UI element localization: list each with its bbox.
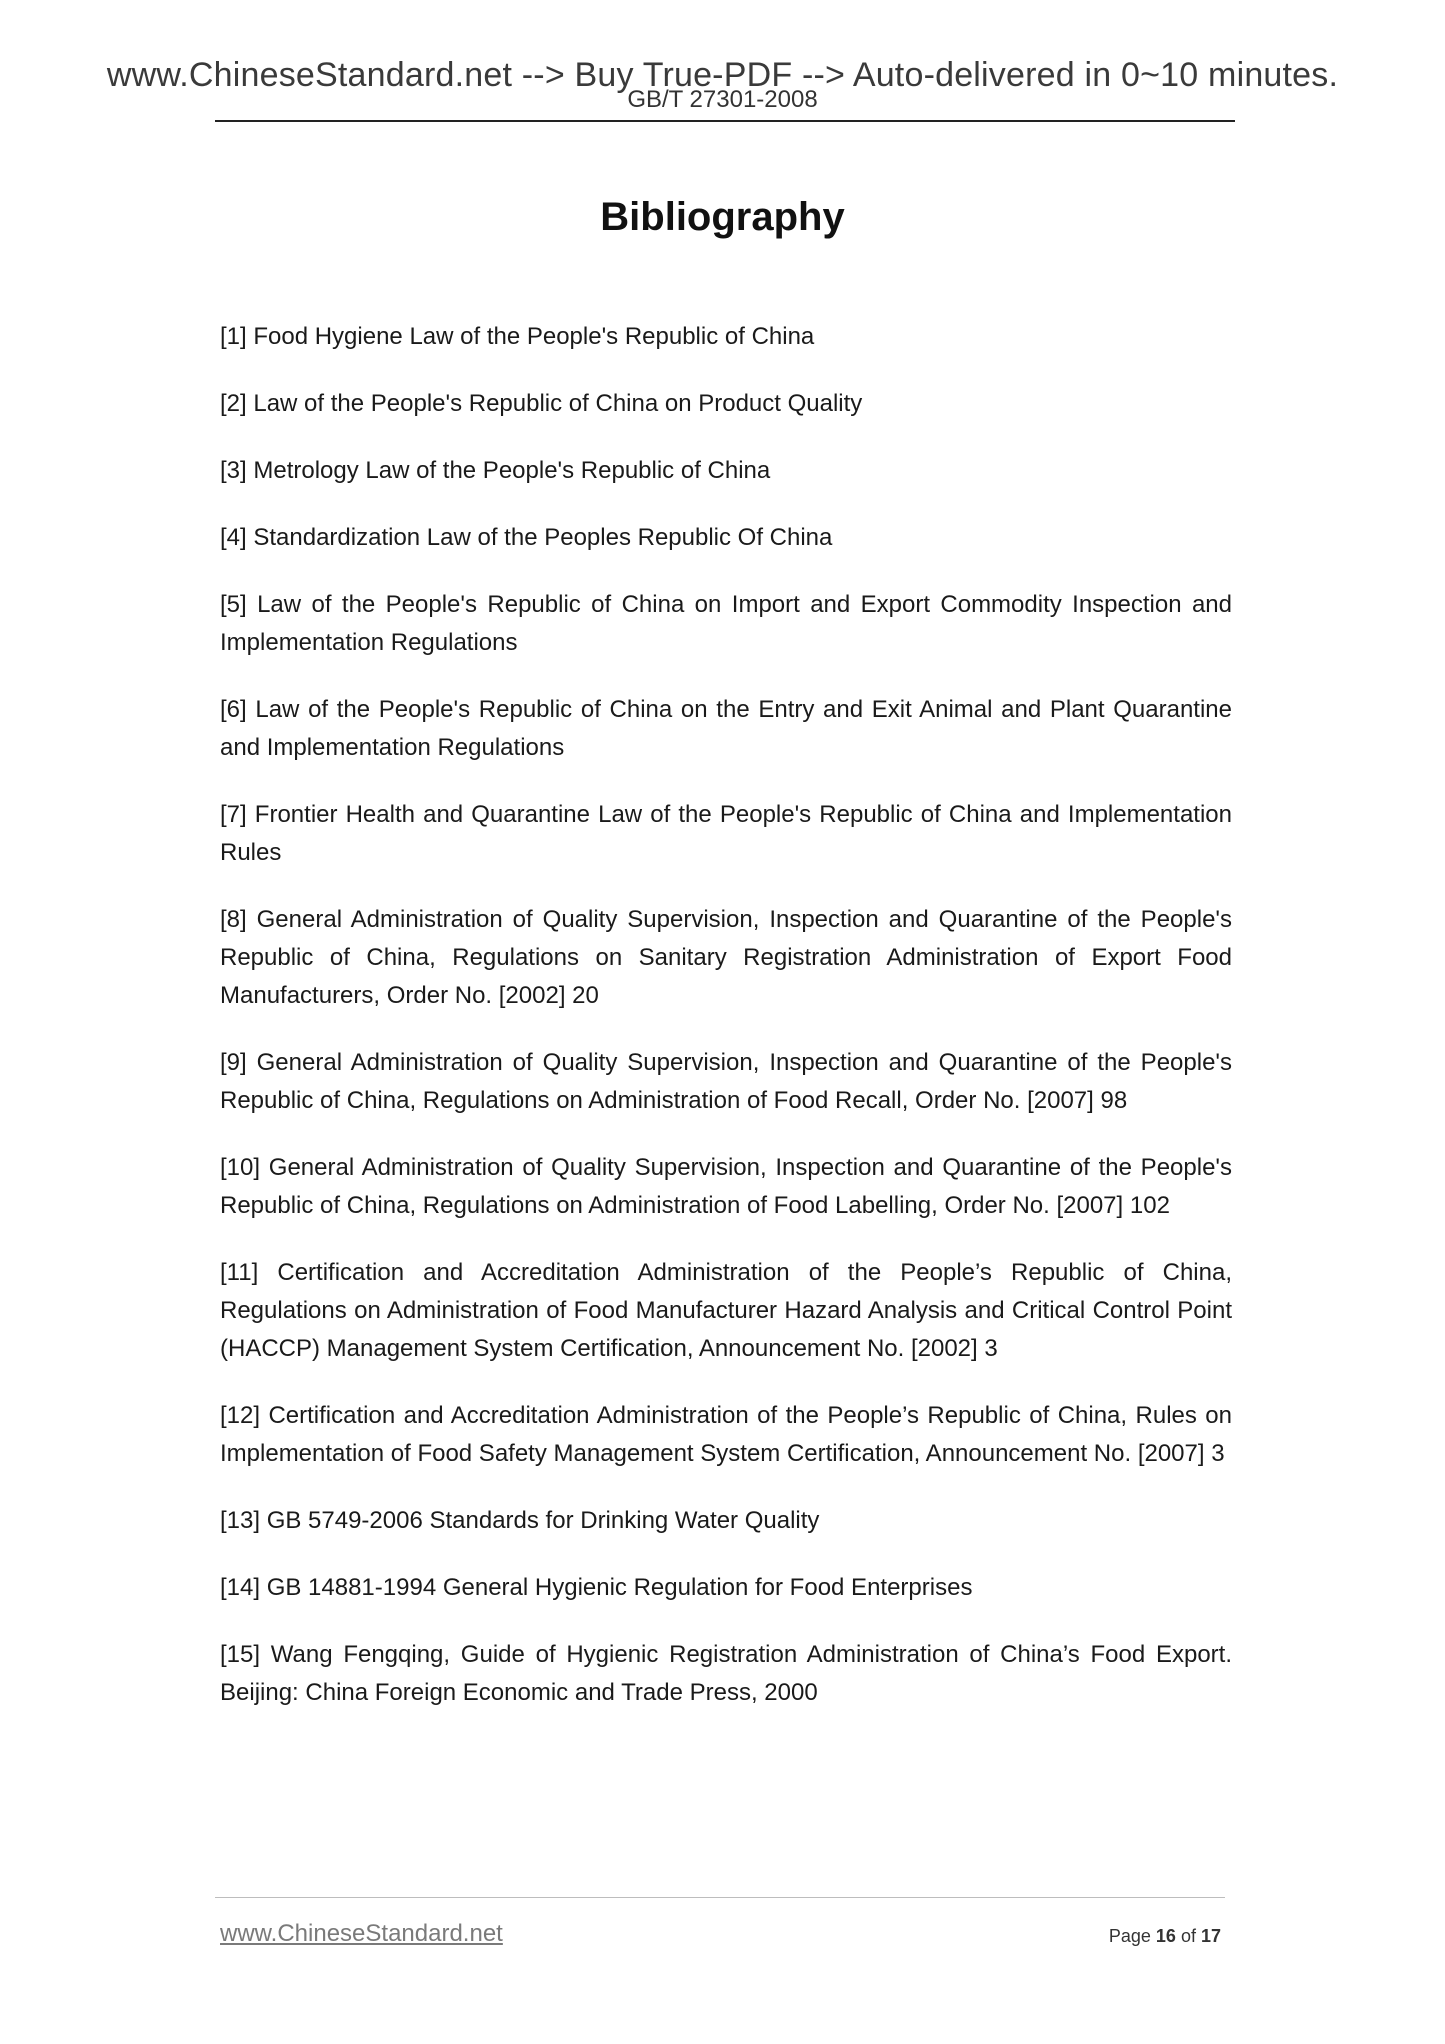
reference-item-9: [9] General Administration of Quality Supervision, Inspection and Quarantine of the People's Republic of China, Regulations on Administration of Food Recall, Order No. [2007] 98 — [220, 1049, 1232, 1114]
reference-item-11: [11] Certification and Accreditation Administration of the People’s Republic of China, Regulations on Administration of Food Manufacturer Hazard Analysis and Critical Control Point (HACCP) Management System Certification, Announcement No. [2002] 3 — [220, 1259, 1232, 1362]
header-divider — [215, 120, 1235, 122]
reference-item-2: [2] Law of the People's Republic of China on Product Quality — [220, 390, 863, 417]
page-label: Page — [1108, 1926, 1151, 1946]
reference-item-5: [5] Law of the People's Republic of China on Import and Export Commodity Inspection and Implementation Regulations — [220, 591, 1232, 656]
reference-item-8: [8] General Administration of Quality Supervision, Inspection and Quarantine of the People's Republic of China, Regulations on Sanitary Registration Administration of Export Food Manufacturers, Order No. [2002] 20 — [220, 906, 1232, 1009]
reference-item-4: [4] Standardization Law of the Peoples Republic Of China — [220, 524, 833, 551]
page-title: Bibliography — [600, 194, 845, 239]
reference-item-10: [10] General Administration of Quality Supervision, Inspection and Quarantine of the People's Republic of China, Regulations on Administration of Food Labelling, Order No. [2007] 102 — [220, 1154, 1232, 1219]
footer-site-link[interactable]: www.ChineseStandard.net — [220, 1920, 503, 1947]
reference-list — [220, 318, 1232, 1741]
reference-item-14: [14] GB 14881-1994 General Hygienic Regulation for Food Enterprises — [220, 1574, 973, 1601]
reference-item-3: [3] Metrology Law of the People's Republic of China — [220, 457, 771, 484]
reference-item-7: [7] Frontier Health and Quarantine Law of the People's Republic of China and Implementation Rules — [220, 801, 1232, 866]
page-number — [1109, 1926, 1221, 1947]
reference-item-15: [15] Wang Fengqing, Guide of Hygienic Registration Administration of China’s Food Export. Beijing: China Foreign Economic and Trade Press, 2000 — [220, 1641, 1232, 1706]
page-current: 16 — [1155, 1926, 1176, 1946]
header-banner: www.ChineseStandard.net --> Buy True-PDF --> Auto-delivered in 0~10 minutes. — [106, 56, 1339, 94]
reference-item-6: [6] Law of the People's Republic of China on the Entry and Exit Animal and Plant Quarantine and Implementation Regulations — [220, 696, 1232, 761]
standard-code: GB/T 27301-2008 — [627, 86, 818, 113]
page-total: 17 — [1200, 1926, 1221, 1946]
reference-item-1: [1] Food Hygiene Law of the People's Republic of China — [220, 323, 815, 350]
reference-item-13: [13] GB 5749-2006 Standards for Drinking Water Quality — [220, 1507, 820, 1534]
page-of-label: of — [1180, 1926, 1196, 1946]
reference-item-12: [12] Certification and Accreditation Administration of the People’s Republic of China, Rules on Implementation of Food Safety Management System Certification, Announcement No. [2007] 3 — [220, 1402, 1232, 1467]
footer-divider — [215, 1897, 1225, 1898]
